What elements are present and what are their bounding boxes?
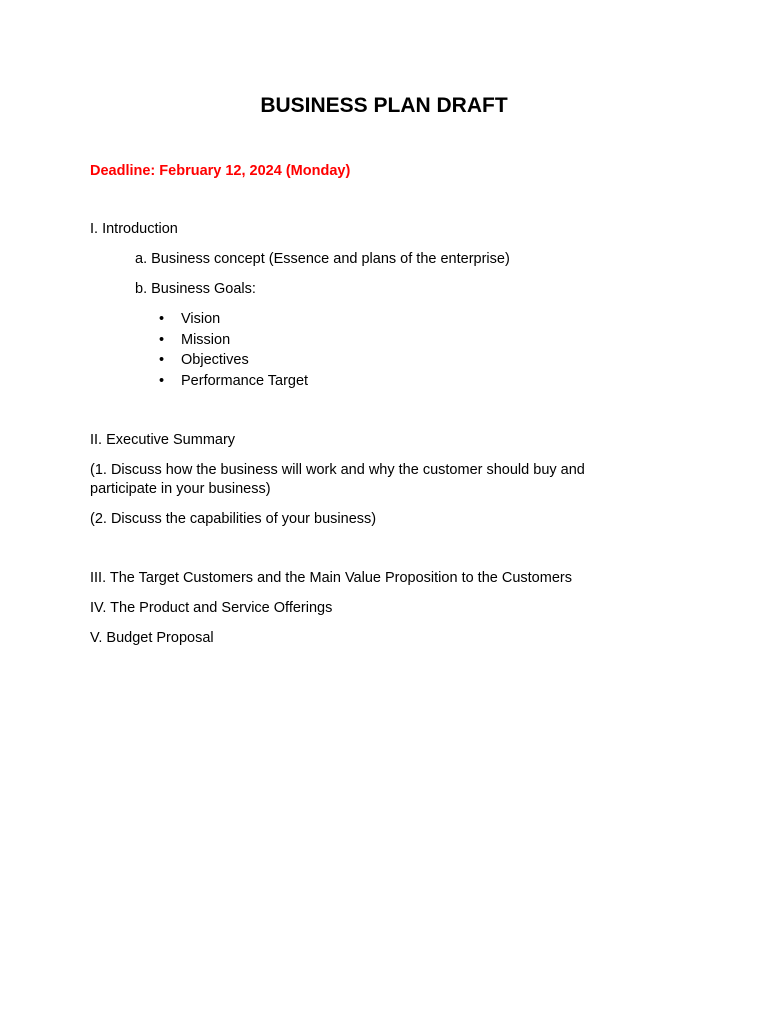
section-product-offerings-heading: IV. The Product and Service Offerings xyxy=(90,600,333,616)
document-title: BUSINESS PLAN DRAFT xyxy=(260,94,508,117)
bullet-icon: • xyxy=(159,373,165,390)
section-target-customers-heading: III. The Target Customers and the Main Value Proposition to the Customers xyxy=(90,570,572,586)
bullet-icon: • xyxy=(159,352,165,369)
goal-performance-target: Performance Target xyxy=(181,373,309,390)
business-concept-item: a. Business concept (Essence and plans of the enterprise) xyxy=(135,251,510,267)
section-introduction-heading: I. Introduction xyxy=(90,221,178,237)
executive-summary-point-2: (2. Discuss the capabilities of your business) xyxy=(90,511,377,527)
business-goals-item: b. Business Goals: xyxy=(135,281,256,297)
goal-vision: Vision xyxy=(181,311,221,327)
list-item xyxy=(159,331,308,352)
deadline-text: Deadline: February 12, 2024 (Monday) xyxy=(90,163,351,179)
executive-summary-point-1: (1. Discuss how the business will work and why the customer should buy and participate in your business) xyxy=(90,462,585,497)
goal-mission: Mission xyxy=(181,331,231,348)
list-item xyxy=(159,351,308,372)
list-item xyxy=(159,310,308,331)
list-item xyxy=(159,372,308,393)
goal-objectives: Objectives xyxy=(181,352,249,369)
business-goals-list xyxy=(159,310,308,393)
bullet-icon: • xyxy=(159,311,165,327)
section-budget-heading: V. Budget Proposal xyxy=(90,630,214,646)
bullet-icon: • xyxy=(159,331,165,348)
section-executive-summary-heading: II. Executive Summary xyxy=(90,432,236,448)
